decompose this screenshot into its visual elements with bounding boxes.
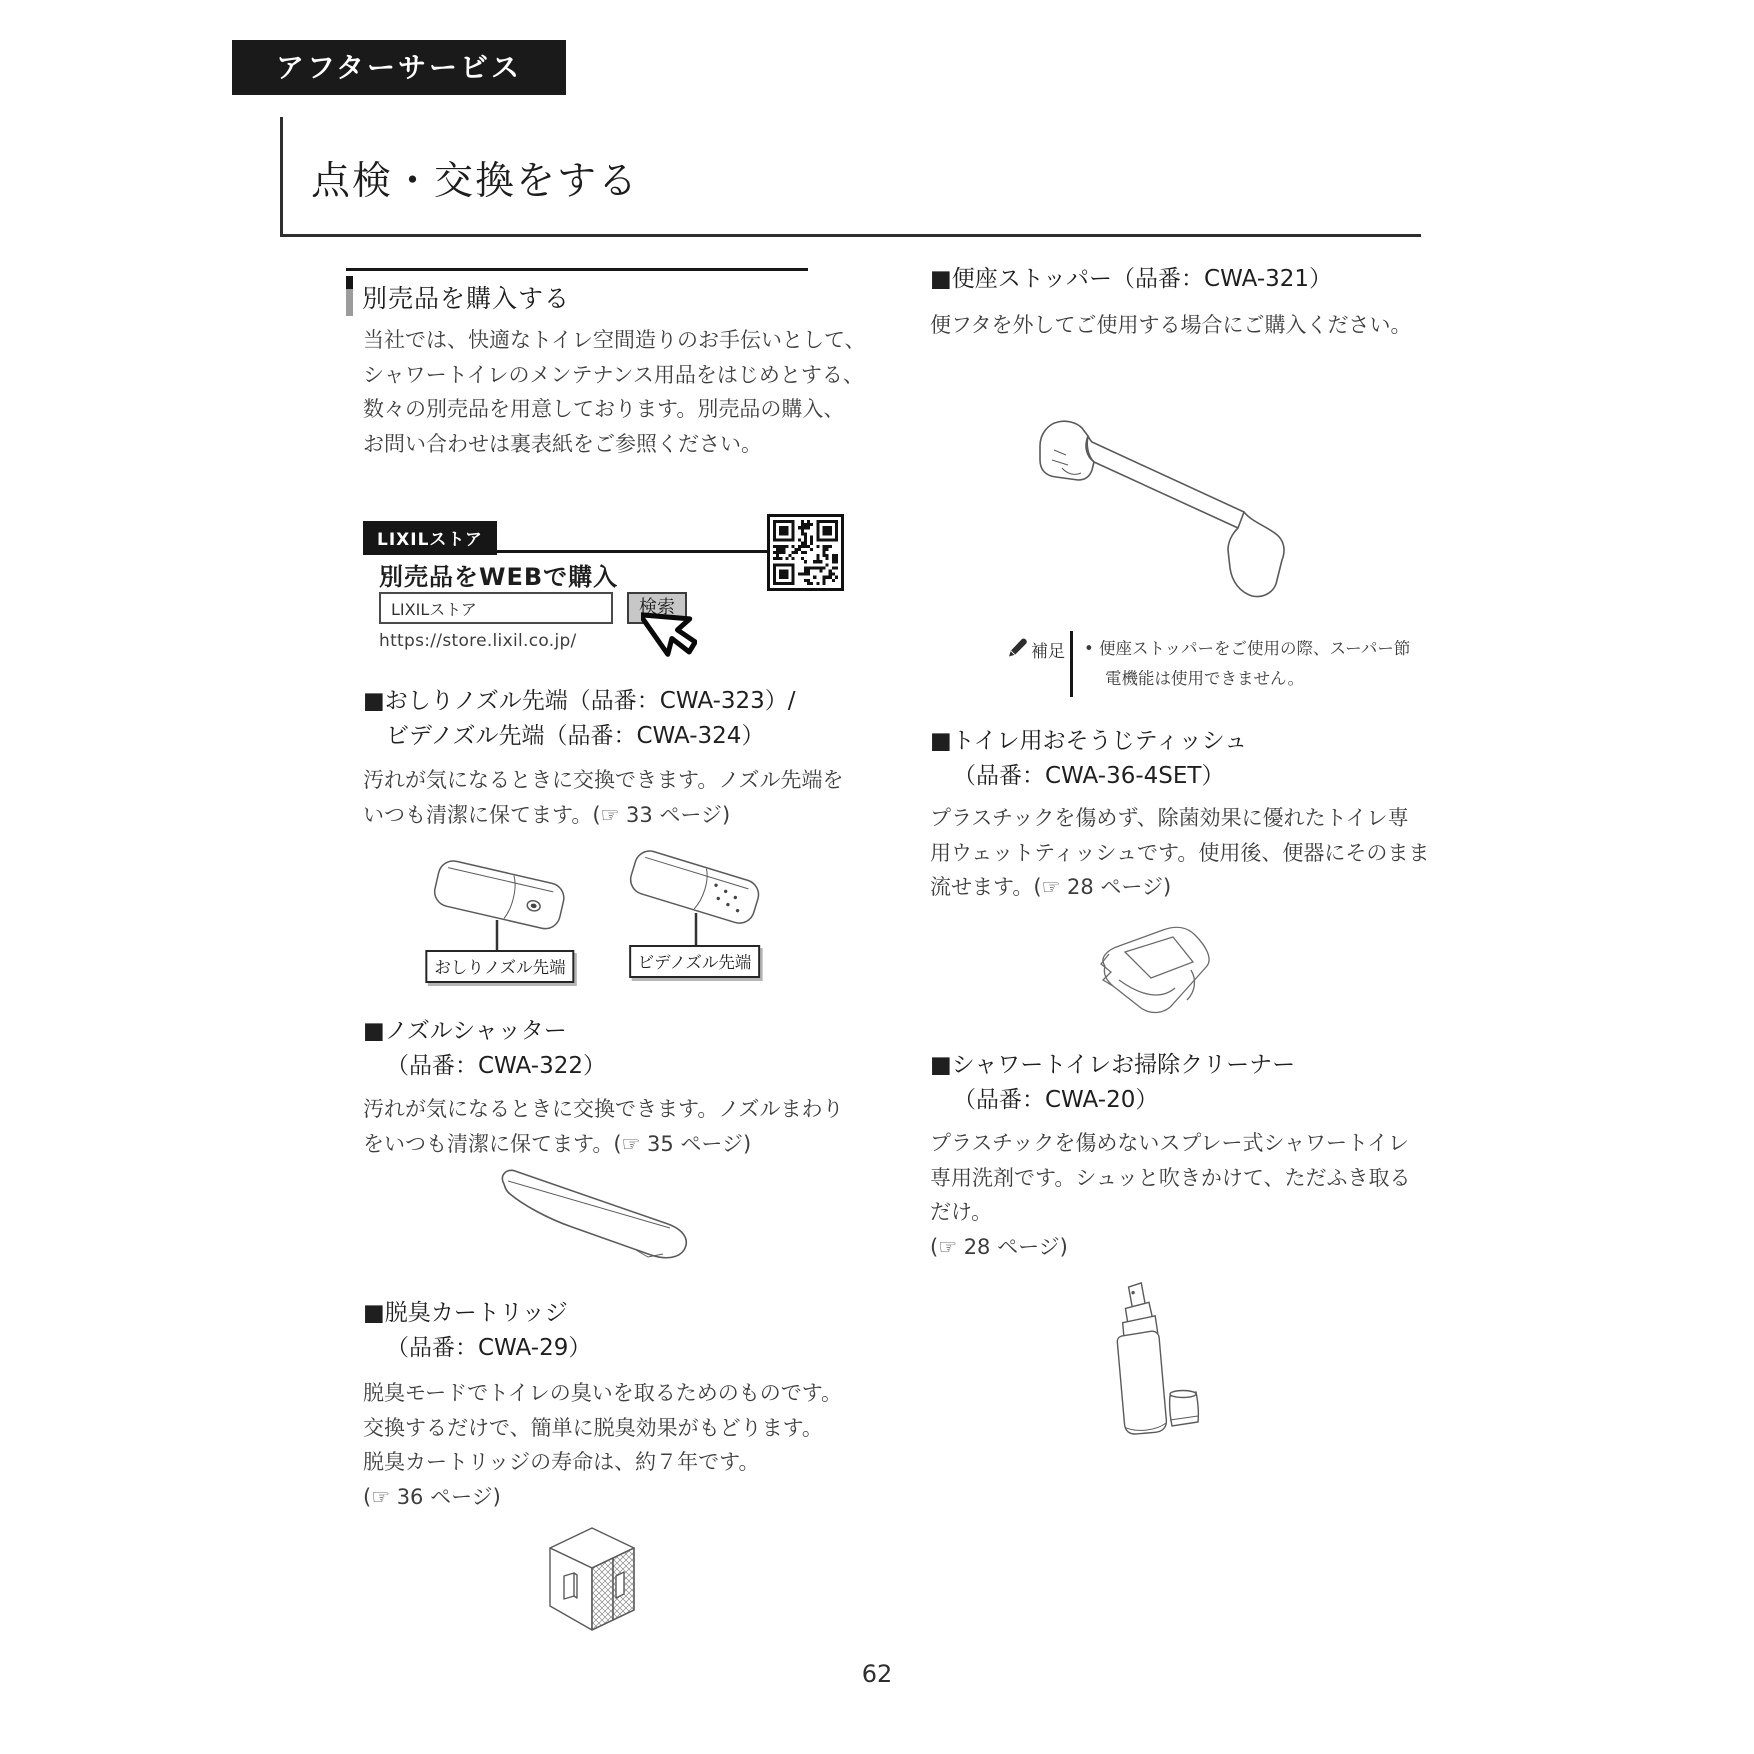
- stopper-figure: [1028, 410, 1298, 614]
- cleaner-heading: [930, 1048, 1295, 1118]
- page-number: 62: [861, 1660, 893, 1688]
- note-divider-bar: [1070, 631, 1073, 697]
- paragraph-line: 汚れが気になるときに交換できます。ノズルまわり: [363, 1097, 844, 1121]
- cleaner-figure: [1104, 1280, 1206, 1446]
- title-left-bar: [280, 117, 283, 235]
- paragraph-line: 汚れが気になるときに交換できます。ノズル先端を: [363, 768, 844, 792]
- paragraph-line: いつも清潔に保てます。(☞ 33 ページ): [363, 802, 731, 827]
- paragraph-line: 脱臭カートリッジの寿命は、約７年です。: [363, 1450, 760, 1474]
- note-text: [1084, 634, 1429, 694]
- paragraph-line: 数々の別売品を用意しております。別売品の購入、: [363, 397, 845, 421]
- heading-line: （品番：CWA-36-4SET）: [953, 763, 1225, 789]
- heading-line: ■トイレ用おそうじティッシュ: [930, 728, 1248, 754]
- heading-line: ビデノズル先端（品番：CWA-324）: [386, 723, 765, 749]
- lixil-store-tab: LIXILストア: [363, 521, 497, 555]
- title-rule: [280, 234, 1421, 237]
- tissue-illustration: [1091, 918, 1225, 1022]
- spray-bottle-illustration: [1104, 1280, 1206, 1442]
- bide-nozzle-illustration: [622, 843, 767, 945]
- qr-code: [767, 514, 844, 591]
- paragraph-line: 当社では、快適なトイレ空間造りのお手伝いとして、: [363, 328, 866, 352]
- heading-line: （品番：CWA-322）: [386, 1053, 606, 1079]
- cartridge-paragraph: [363, 1376, 843, 1514]
- note-label: 補足: [1031, 642, 1065, 662]
- buy-section-heading-text: 別売品を購入する: [362, 284, 571, 313]
- nozzle-tips-paragraph: [363, 763, 844, 832]
- bide-nozzle-figure: [622, 843, 767, 988]
- heading-line: ■シャワートイレお掃除クリーナー: [930, 1052, 1296, 1078]
- paragraph-line: 流せます。(☞ 28 ページ): [930, 875, 1172, 899]
- search-button[interactable]: 検索: [627, 592, 687, 624]
- heading-accent-bar: [346, 276, 353, 316]
- paragraph-line: シャワートイレのメンテナンス用品をはじめとする、: [363, 362, 864, 387]
- store-search-input[interactable]: [379, 592, 613, 624]
- tissue-figure: [1091, 918, 1225, 1026]
- paragraph-line: (☞ 36 ページ): [363, 1484, 501, 1509]
- paragraph-line: プラスチックを傷めず、除菌効果に優れたトイレ専: [930, 806, 1409, 830]
- paragraph-line: (☞ 28 ページ): [930, 1234, 1068, 1259]
- paragraph-line: 脱臭モードでトイレの臭いを取るためのものです。: [363, 1381, 843, 1405]
- tissue-paragraph: [930, 801, 1430, 905]
- store-heading: 別売品をWEBで購入: [379, 563, 619, 591]
- cleaner-paragraph: [930, 1126, 1430, 1264]
- buy-section-paragraph: [363, 323, 866, 461]
- stopper-paragraph: 便フタを外してご使用する場合にご購入ください。: [930, 313, 1412, 337]
- cartridge-illustration: [530, 1518, 658, 1638]
- nozzle-tips-heading: [363, 684, 796, 754]
- stopper-heading: ■便座ストッパー（品番：CWA-321）: [930, 266, 1333, 292]
- oshiri-nozzle-label: おしりノズル先端: [425, 950, 574, 983]
- qr-code-pattern: [773, 520, 838, 585]
- cartridge-figure: [530, 1518, 658, 1642]
- paragraph-line: をいつも清潔に保てます。(☞ 35 ページ): [363, 1131, 752, 1156]
- tissue-heading: [930, 724, 1247, 794]
- paragraph-line: 用ウェットティッシュです。使用後、便器にそのまま: [930, 840, 1430, 865]
- cursor-icon: [641, 601, 697, 669]
- paragraph-line: お問い合わせは裏表紙をご参照ください。: [363, 431, 762, 456]
- buy-section-heading: [346, 268, 808, 316]
- shutter-illustration: [488, 1160, 700, 1270]
- paragraph-line: 専用洗剤です。シュッと吹きかけて、ただふき取る: [930, 1165, 1411, 1190]
- paragraph-line: プラスチックを傷めないスプレー式シャワートイレ: [930, 1131, 1410, 1155]
- heading-line: ■脱臭カートリッジ: [363, 1300, 568, 1326]
- paragraph-line: だけ。: [930, 1200, 993, 1224]
- heading-line: ■ノズルシャッター: [363, 1018, 567, 1044]
- heading-line: （品番：CWA-29）: [386, 1335, 592, 1361]
- shutter-figure: [488, 1160, 700, 1274]
- shutter-heading: [363, 1014, 606, 1084]
- paragraph-line: 交換するだけで、簡単に脱臭効果がもどります。: [363, 1415, 823, 1440]
- cartridge-heading: [363, 1296, 591, 1366]
- stopper-illustration: [1028, 410, 1298, 610]
- bide-nozzle-label: ビデノズル先端: [629, 945, 761, 978]
- pencil-icon: [1006, 637, 1028, 663]
- section-badge: アフターサービス: [232, 40, 566, 95]
- note-line: 電機能は使用できません。: [1105, 669, 1304, 688]
- store-tab-rule: [363, 550, 768, 553]
- oshiri-nozzle-illustration: [425, 848, 575, 950]
- store-url-link[interactable]: https://store.lixil.co.jp/: [379, 631, 577, 651]
- heading-line: ■おしりノズル先端（品番：CWA-323）/: [363, 688, 796, 714]
- note-line: • 便座ストッパーをご使用の際、スーパー節: [1084, 639, 1411, 658]
- shutter-paragraph: [363, 1092, 844, 1161]
- heading-line: （品番：CWA-20）: [953, 1087, 1159, 1113]
- oshiri-nozzle-figure: [425, 848, 575, 988]
- page-title: 点検・交換をする: [311, 159, 640, 204]
